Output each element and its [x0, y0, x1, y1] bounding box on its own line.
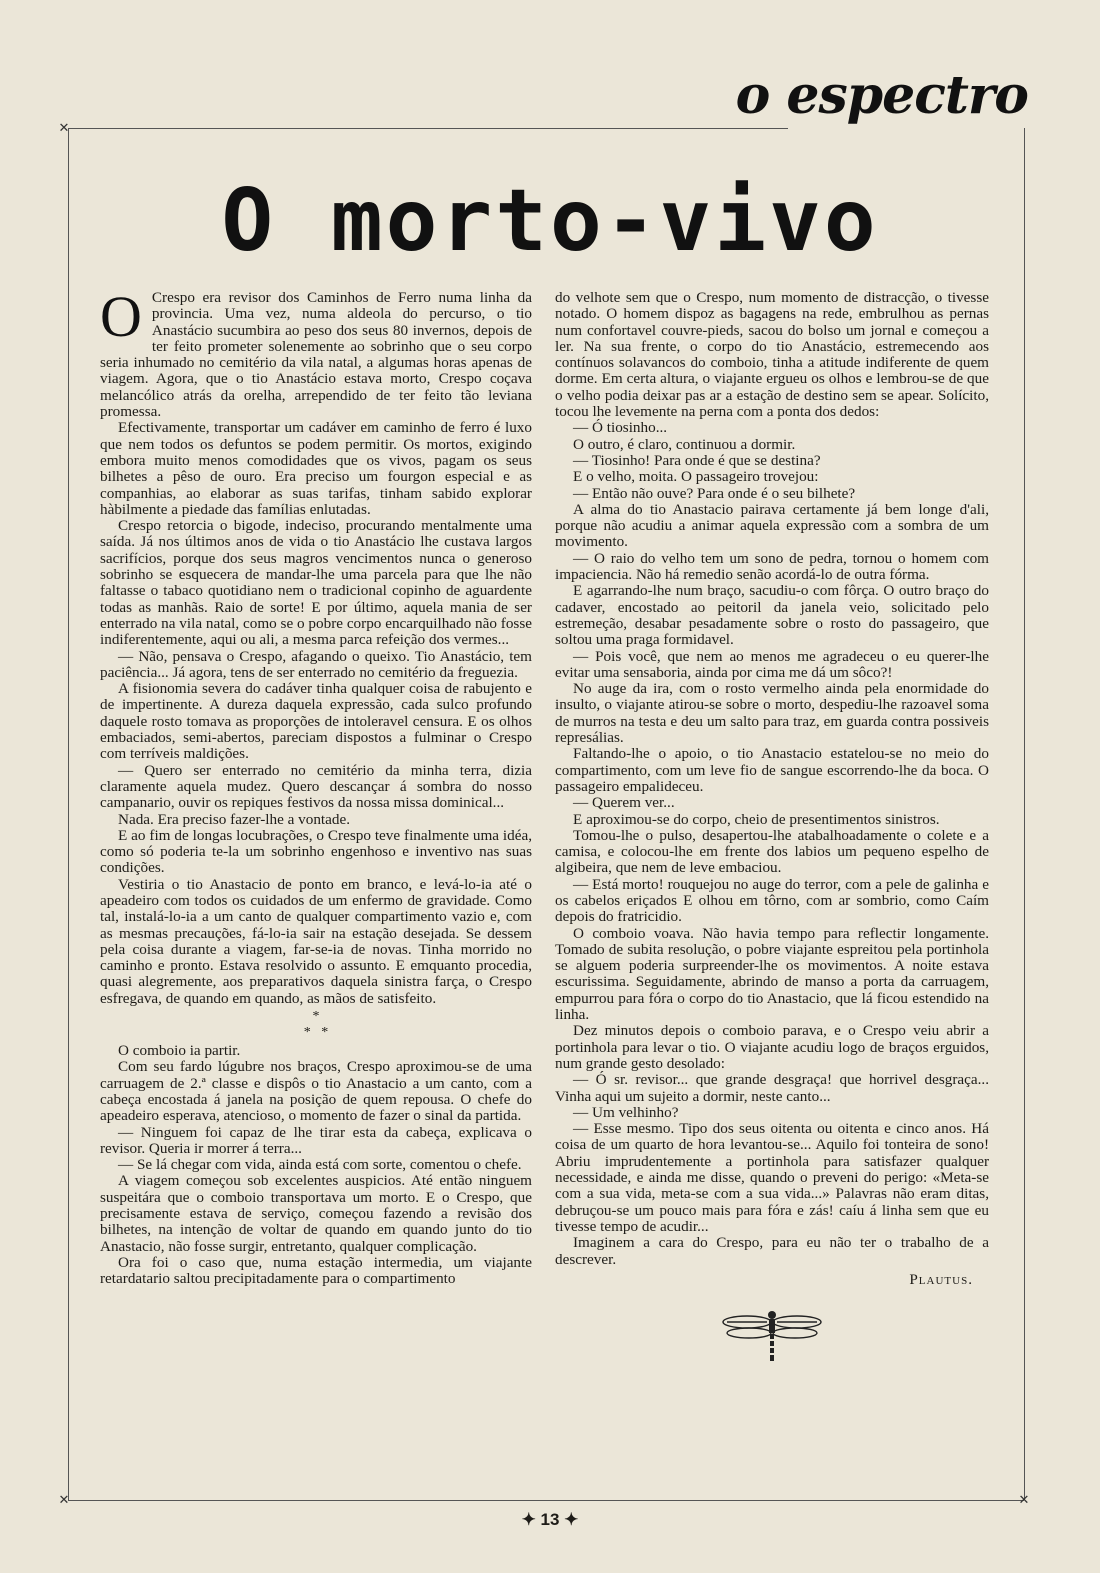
paragraph: E agarrando-lhe num braço, sacudiu-o com fôrça. O outro braço do cadaver, encostado ao peitoril da janela veio, solicitado pelo estremeção, desabar pesadamente sobre o rosto do passageiro, que soltou uma praga formidavel. — [555, 582, 989, 649]
article-title: O morto-vivo — [221, 171, 879, 271]
left-rule — [68, 128, 69, 1500]
bottom-rule — [68, 1500, 1024, 1501]
paragraph: Nada. Era preciso fazer-lhe a vontade. — [118, 810, 351, 828]
masthead: o espectro — [735, 65, 1028, 126]
page-number — [0, 1510, 1100, 1530]
paragraph: Efectivamente, transportar um cadáver em caminho de ferro é luxo que nem todos os defuntos se podem permitir. Os mortos, exigindo embora muito menos comodidades que os vivos, pagam os seus bilhetes a pêso de ouro. Era preciso um fourgon especial e as companhias, ao elaborar as suas tarifas, tinham sabido explorar hàbilmente a piedade das famílias enlutadas. — [100, 419, 532, 518]
paragraph: O comboio voava. Não havia tempo para reflectir longamente. Tomado de subita resolução, o pobre viajante espreitou pela portinhola se alguem poderia surpreender-lhe os movimentos. A noite estava escurissima. Seguidamente, abrindo de manso a porta da carruagem, empurrou para fóra o corpo do tio Anastacio, que lá ficou estendido na linha. — [555, 924, 989, 1024]
paragraph: — Então não ouve? Para onde é o seu bilhete? — [573, 484, 856, 502]
paragraph: Tomou-lhe o pulso, desapertou-lhe atabalhoadamente o colete e a camisa, e colocou-lhe em frente dos labios um pequeno espelho de algibeira, que nem de leve embaciou. — [555, 826, 989, 877]
section-break — [100, 1009, 532, 1041]
paragraph: O outro, é claro, continuou a dormir. — [573, 435, 796, 453]
paragraph: E ao fim de longas locubrações, o Crespo teve finalmente uma idéa, como só poderia te-la um sobrinho engenhoso e inventivo nas suas condições. — [100, 826, 532, 877]
paragraph: — Quero ser enterrado no cemitério da minha terra, dizia claramente aquela mudez. Quero descançar á sombra do nosso campanario, ouvir os repiques festivos da nossa missa dominical... — [100, 761, 532, 812]
paragraph: Imaginem a cara do Crespo, para eu não ter o trabalho de a descrever. — [555, 1234, 989, 1268]
paragraph: — O raio do velho tem um sono de pedra, tornou o homem com impaciencia. Não há remedio senão acordá-lo de outra fórma. — [555, 549, 989, 584]
star-separator: * * — [303, 1025, 329, 1041]
paragraph: — Ó sr. revisor... que grande desgraça! que horrivel desgraça... Vinha aqui um sujeito a dormir, neste canto... — [555, 1071, 989, 1105]
paragraph: — Esse mesmo. Tipo dos seus oitenta ou oitenta e cinco anos. Há coisa de um quarto de hora levantou-se... Aquilo foi tonteira de sono! Abriu imprudentemente a portinhola para satisfazer qualquer necessidade, e ainda me disse, quando o preveni do perigo: «Meta-se com a sua vida, meta-se com a sua vida...» Palavras não eram ditas, debruçou-se um pouco mais para fóra e zás! caíu á linha sem que eu tivesse tempo de acudir... — [555, 1120, 989, 1235]
paragraph: Ora foi o caso que, numa estação intermedia, um viajante retardatario saltou precipitadamente para o compartimento — [100, 1253, 532, 1288]
paragraph: Dez minutos depois o comboio parava, e o Crespo veiu abrir a portinhola para levar o tio. O viajante acudiu logo de braços erguidos, num grande gesto desolado: — [555, 1022, 989, 1072]
paragraph: — Querem ver... — [573, 794, 675, 812]
paragraph: E aproximou-se do corpo, cheio de presentimentos sinistros. — [573, 810, 940, 828]
paragraph: Crespo era revisor dos Caminhos de Ferro numa linha da provincia. Uma vez, numa aldeola do percurso, o tio Anastácio sucumbira ao peso dos seus 80 invernos, depois de ter feito prometer solenemente ao sobrinho que o seu corpo seria inhumado no cemitério da vila natal, a algumas horas apenas de viagem. Agora, que o tio Anastácio estava morto, Crespo coçava melancólico atrás da orelha, arrependido de ter feito tão leviana promessa. — [100, 289, 532, 421]
right-rule — [1024, 128, 1025, 1500]
dragonfly-ornament-icon — [717, 1306, 827, 1366]
corner-ornament-icon: ✕ — [58, 120, 70, 135]
paragraph: Com seu fardo lúgubre nos braços, Crespo aproximou-se de uma carruagem de 2.ª classe e dispôs o tio Anastacio a um canto, com a cabeça encostada á janela na posição de quem repousa. O chefe do apeadeiro esperava, atencioso, o momento de fazer o sinal da partida. — [100, 1058, 532, 1125]
corner-ornament-icon: ✕ — [1018, 1492, 1030, 1507]
author-signature: Plautus. — [909, 1270, 973, 1288]
paragraph: — Ninguem foi capaz de lhe tirar esta da cabeça, explicava o revisor. Queria ir morrer á terra... — [100, 1123, 532, 1157]
paragraph: A viagem começou sob excelentes auspicios. Até então ninguem suspeitára que o comboio transportava um morto. E o Crespo, que precisamente estava de serviço, começou fazendo a revisão dos bilhetes, na intenção de voltar de quando em quando junto do tio Anastacio, não fosse surgir, entretanto, qualquer complicação. — [100, 1172, 532, 1255]
corner-ornament-icon: ✕ — [58, 1492, 70, 1507]
star-separator: * — [312, 1009, 320, 1025]
paragraph: A fisionomia severa do cadáver tinha qualquer coisa de rabujento e de impertinente. A dureza daquela expressão, cada sulco profundo daquele rosto tomava as proporções de intoleravel censura. E os olhos embaciados, semi-abertos, pareciam dispostos a fulminar o Crespo com terríveis maldições. — [100, 680, 532, 763]
drop-cap: O — [100, 284, 142, 349]
paragraph: E o velho, moita. O passageiro trovejou: — [573, 468, 819, 486]
paragraph: — Um velhinho? — [573, 1103, 679, 1121]
paragraph: do velhote sem que o Crespo, num momento de distracção, o tivesse notado. O homem dispoz as bagagens na rede, embrulhou as pernas num confortavel couvre-pieds, sacou do bolso um jornal e começou a ler. Na sua frente, o corpo do tio Anastácio, estremecendo aos contínuos solavancos do comboio, tinha a atitude indiferente de quem dorme. Em certa altura, o viajante ergueu os olhos e lembrou-se de que o velho podia deixar pas ar a estação de destino sem se apear. Solícito, tocou lhe levemente na perna com a ponta dos dedos: — [555, 289, 989, 421]
paragraph: — Ó tiosinho... — [573, 419, 668, 437]
paragraph: A alma do tio Anastacio pairava certamente já bem longe d'ali, porque não acudiu a animar aquela expressão com a sombra de um movimento. — [555, 500, 989, 551]
page-number-value: 13 — [540, 1510, 560, 1529]
right-column — [555, 290, 989, 1366]
top-rule — [68, 128, 788, 129]
paragraph: O comboio ia partir. — [118, 1042, 241, 1060]
paragraph: — Se lá chegar com vida, ainda está com sorte, comentou o chefe. — [118, 1156, 522, 1174]
paragraph: — Pois você, que nem ao menos me agradeceu o eu querer-lhe evitar uma sensaboria, ainda por cima me dá um sôco?! — [555, 647, 989, 681]
paragraph: Vestiria o tio Anastacio de ponto em branco, e levá-lo-ia até o apeadeiro com todos os cuidados de um enfermo de gravidade. Como tal, instalá-lo-ia a um canto de qualquer compartimento vazio e, com as mesmas precauções, fá-lo-ia sair na estação desejada. Se dessem pela coisa durante a viagem, far-se-ia de novas. Tinha morrido no caminho e pronto. Estava resolvido o assunto. E emquanto procedia, quasi alegremente, aos preparativos daquela sinistra farça, o Crespo esfregava, de quando em quando, as mãos de satisfeito. — [100, 875, 532, 1007]
paragraph: Crespo retorcia o bigode, indeciso, procurando mentalmente uma saída. Já nos últimos anos de vida o tio Anastácio lhe custava largos sacrifícios, porque dos seus magros vencimentos nunca o generoso sobrinho se esquecera de mandar-lhe uma parcela para que lhe não faltasse o tabaco quotidiano nem o tradicional copinho de aguardente todas as manhãs. Raio de sorte! E por último, aquela mania de ser enterrado na vila natal, como se o pobre corpo encarquilhado não fosse indiferentemente, aqui ou ali, a mesma parca refeição dos vermes... — [100, 517, 532, 649]
paragraph: — Está morto! rouquejou no auge do terror, com a pele de galinha e os cabelos eriçados E olhou em tôrno, com ar sombrio, como Caím depois do fratricidio. — [555, 875, 989, 926]
diamond-ornament-icon: ✦ — [521, 1510, 541, 1529]
paragraph: No auge da ira, com o rosto vermelho ainda pela enormidade do insulto, o viajante atirou-se sobre o morto, despediu-lhe razoavel soma de murros na testa e deu um salto para traz, em guarda contra possiveis represálias. — [555, 680, 989, 747]
paragraph: Faltando-lhe o apoio, o tio Anastacio estatelou-se no meio do compartimento, com um leve fio de sangue escorrendo-lhe da boca. O passageiro empalideceu. — [555, 745, 989, 795]
paragraph: — Tiosinho! Para onde é que se destina? — [573, 451, 821, 469]
paragraph: — Não, pensava o Crespo, afagando o queixo. Tio Anastácio, tem paciência... Já agora, tens de ser enterrado no cemitério da freguezia. — [100, 647, 532, 681]
diamond-ornament-icon: ✦ — [559, 1510, 579, 1529]
left-column — [100, 284, 532, 1288]
